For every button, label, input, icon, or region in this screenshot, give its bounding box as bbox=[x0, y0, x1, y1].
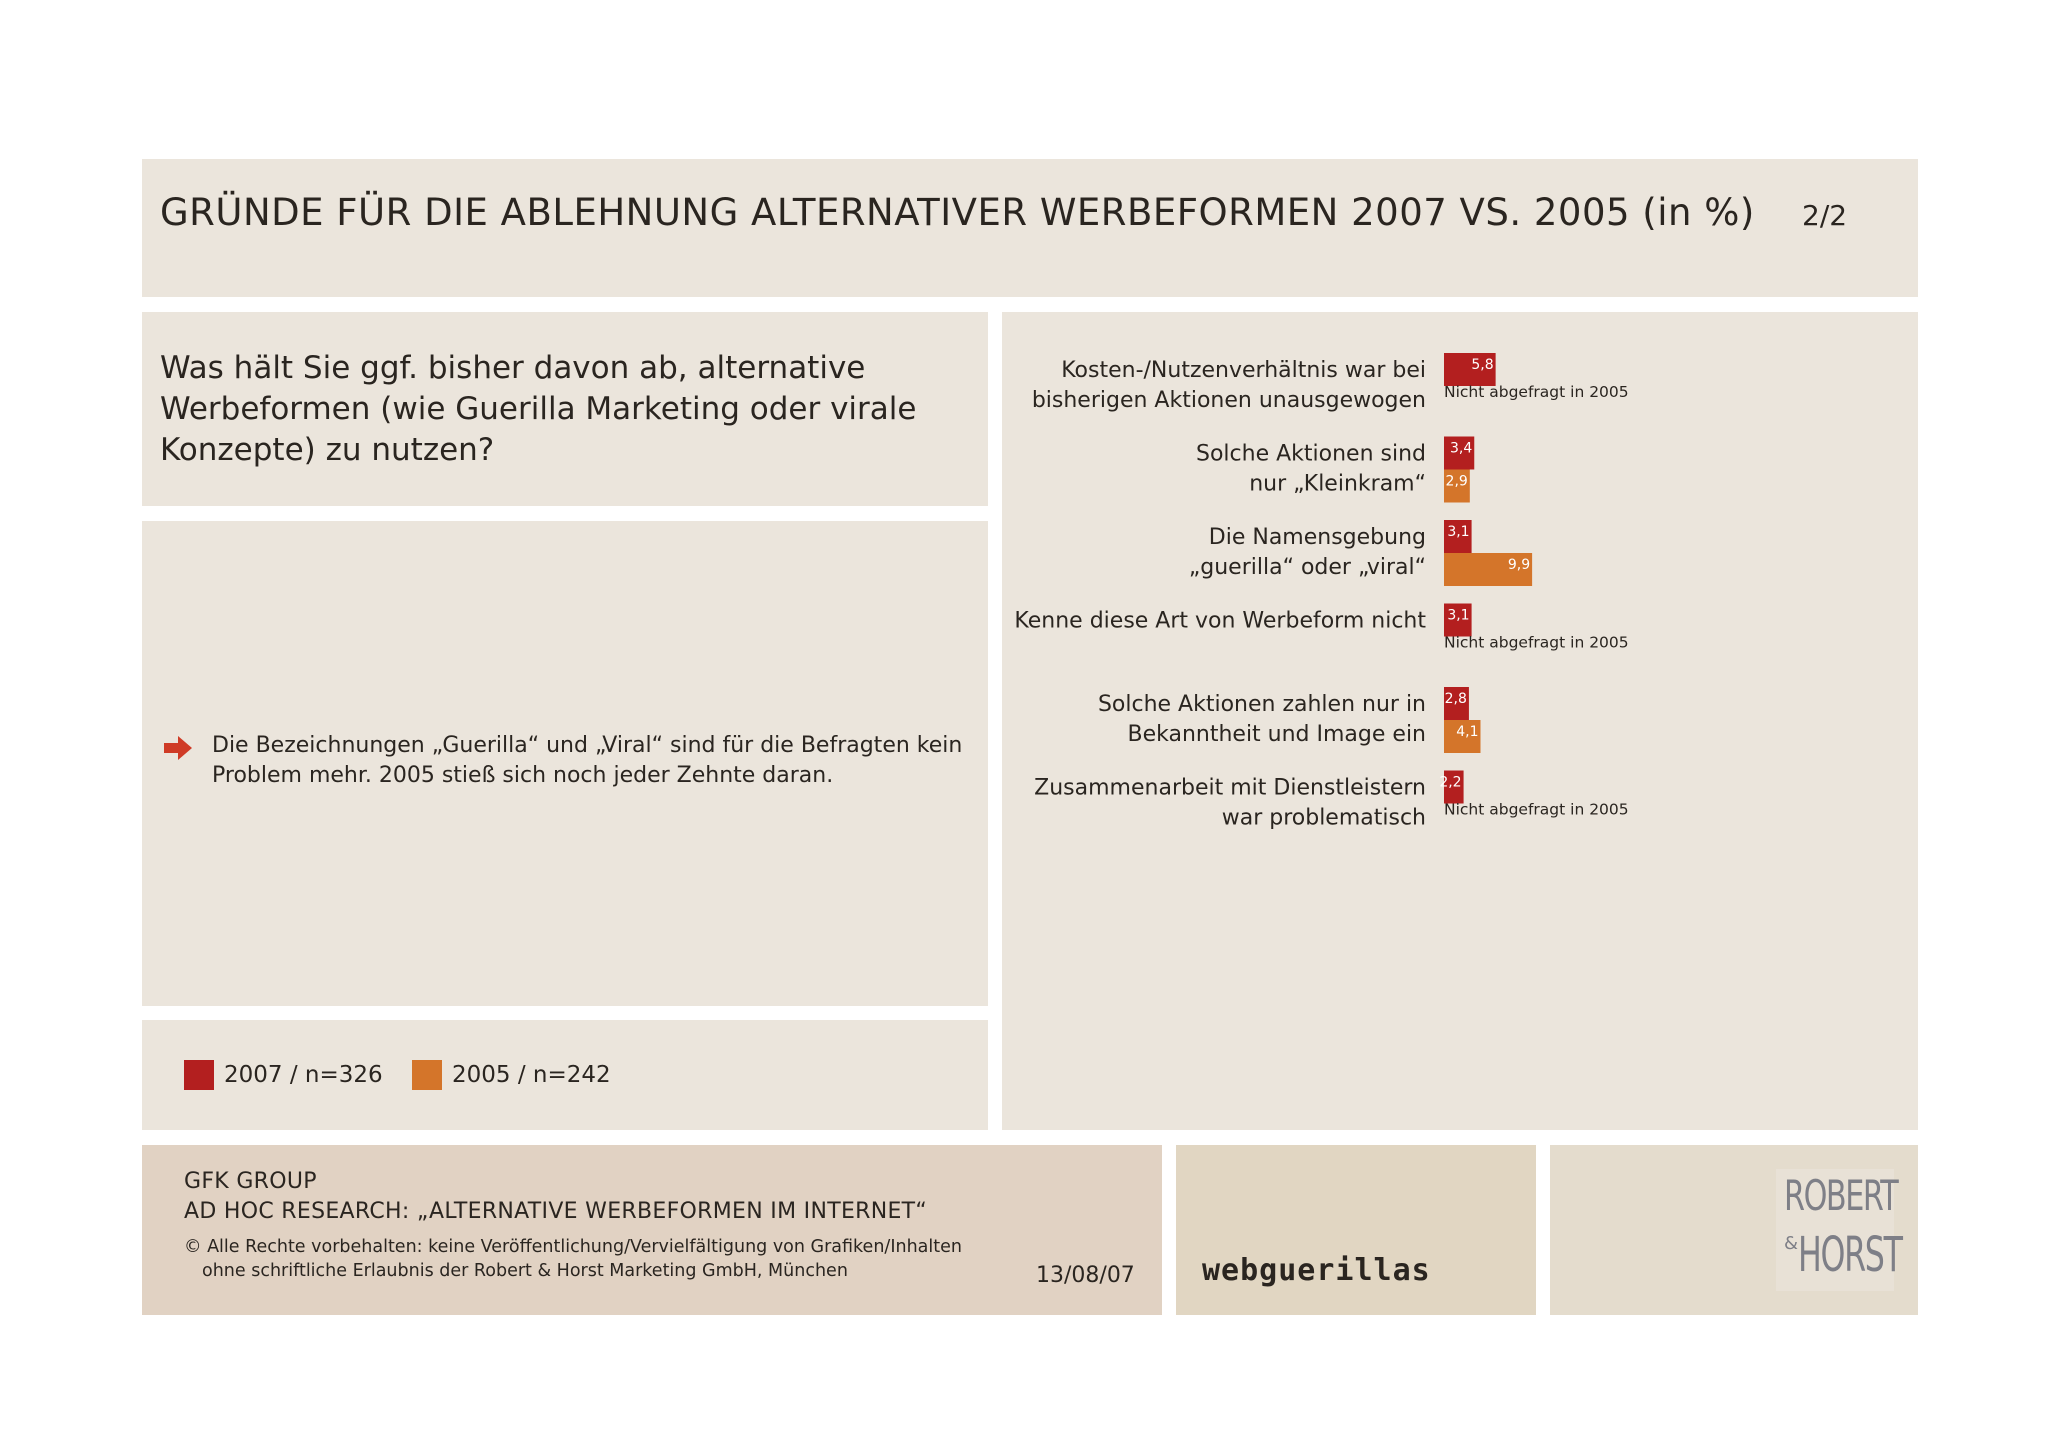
data-label: 2,9 bbox=[1445, 473, 1468, 490]
category-label: Solche Aktionen zahlen nur in bbox=[1097, 692, 1426, 717]
footer-copyright-2: ohne schriftliche Erlaubnis der Robert & Horst Marketing GmbH, München bbox=[202, 1261, 848, 1281]
category-label: war problematisch bbox=[1221, 805, 1426, 831]
legend-label-2007: 2007 / n=326 bbox=[224, 1062, 383, 1088]
insight-panel bbox=[142, 521, 988, 1006]
footer-date: 13/08/07 bbox=[1036, 1263, 1135, 1288]
page-number: 2/2 bbox=[1802, 199, 1848, 232]
chart-panel bbox=[1002, 312, 1918, 1130]
brand-panel bbox=[1176, 1145, 1536, 1315]
data-label: 5,8 bbox=[1471, 357, 1494, 373]
legend-item-2007 bbox=[184, 1060, 383, 1090]
not-asked-label: Nicht abgefragt in 2005 bbox=[1444, 383, 1629, 401]
data-label: 2,2 bbox=[1439, 774, 1462, 791]
data-label: 3,1 bbox=[1447, 524, 1470, 540]
bar-chart bbox=[1002, 312, 1918, 1130]
data-label: 4,1 bbox=[1456, 724, 1479, 740]
category-label: Solche Aktionen sind bbox=[1196, 441, 1426, 467]
logo-line-1: ROBERT bbox=[1784, 1171, 1898, 1220]
footer-company: GFK GROUP bbox=[184, 1169, 317, 1194]
category-label: bisherigen Aktionen unausgewogen bbox=[1031, 388, 1426, 413]
legend-label-2005: 2005 / n=242 bbox=[452, 1062, 611, 1088]
logo-panel bbox=[1550, 1145, 1918, 1315]
category-label: Kenne diese Art von Werbeform nicht bbox=[1014, 608, 1426, 634]
category-label: Bekanntheit und Image ein bbox=[1127, 722, 1426, 747]
legend bbox=[142, 1020, 988, 1130]
category-label: Die Namensgebung bbox=[1208, 525, 1426, 550]
legend-swatch-2007 bbox=[184, 1060, 214, 1090]
question-panel bbox=[142, 312, 988, 506]
not-asked-label: Nicht abgefragt in 2005 bbox=[1444, 633, 1629, 652]
page-title: GRÜNDE FÜR DIE ABLEHNUNG ALTERNATIVER WERBEFORMEN 2007 VS. 2005 (in %) bbox=[160, 191, 1755, 234]
category-label: nur „Kleinkram“ bbox=[1249, 471, 1426, 497]
title-bar bbox=[142, 159, 1918, 297]
category-label: „guerilla“ oder „viral“ bbox=[1188, 555, 1426, 580]
insight-text: Die Bezeichnungen „Guerilla“ und „Viral“ sind für die Befragten kein Problem mehr. 2005 stieß sich noch jeder Zehnte daran. bbox=[212, 733, 963, 788]
question-text: Was hält Sie ggf. bisher davon ab, alternative Werbeformen (wie Guerilla Marketing oder virale Konzepte) zu nutzen? bbox=[160, 350, 917, 468]
footer-study: AD HOC RESEARCH: „ALTERNATIVE WERBEFORMEN IM INTERNET“ bbox=[184, 1199, 928, 1224]
robert-horst-logo bbox=[1776, 1169, 1902, 1291]
arrow-right-icon bbox=[162, 734, 194, 762]
data-label: 3,4 bbox=[1449, 440, 1473, 457]
data-label: 2,8 bbox=[1444, 691, 1467, 707]
legend-swatch-2005 bbox=[412, 1060, 442, 1090]
data-label: 9,9 bbox=[1507, 557, 1531, 573]
footer-info bbox=[142, 1145, 1162, 1315]
data-label: 3,1 bbox=[1447, 607, 1470, 624]
legend-item-2005 bbox=[412, 1060, 611, 1090]
footer-copyright-1: © Alle Rechte vorbehalten: keine Veröffentlichung/Vervielfältigung von Grafiken/Inhalten bbox=[184, 1237, 962, 1257]
category-label: Zusammenarbeit mit Dienstleistern bbox=[1034, 775, 1426, 801]
logo-line-2: HORST bbox=[1798, 1227, 1902, 1283]
category-label: Kosten-/Nutzenverhältnis war bei bbox=[1061, 358, 1426, 383]
logo-ampersand: & bbox=[1784, 1233, 1799, 1254]
not-asked-label: Nicht abgefragt in 2005 bbox=[1444, 800, 1629, 819]
webguerillas-logo: webguerillas bbox=[1202, 1253, 1431, 1288]
